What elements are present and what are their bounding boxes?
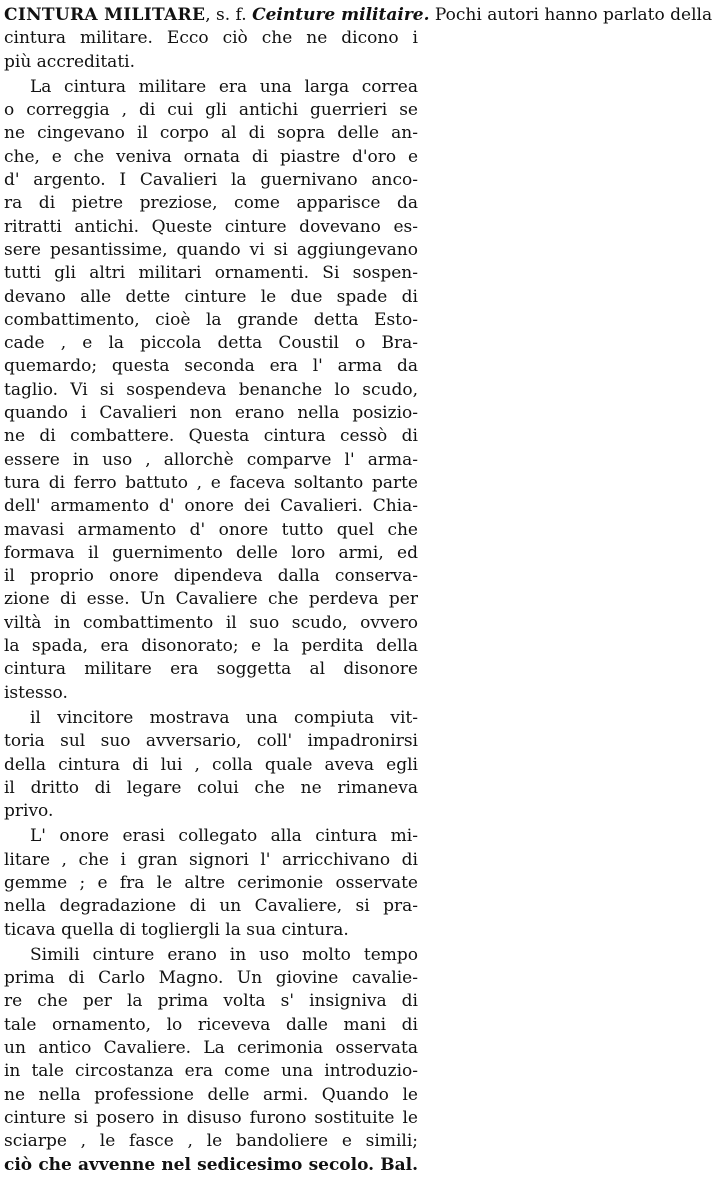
text-line: ciò che avvenne nel sedicesimo secolo. Bal. [4,1154,418,1175]
text-line: toria sul suo avversario, coll' impadronirsi [4,731,418,752]
text-line: ra di pietre preziose, come apparisce da [4,193,418,214]
text-line: re che per la prima volta s' insigniva di [4,991,418,1012]
text-line: mavasi armamento d' onore tutto quel che [4,519,418,540]
text-line: ticava quella di togliergli la sua cintura. [4,919,349,940]
text-line: L' onore erasi collegato alla cintura mi- [30,826,418,847]
text-line: della cintura di lui , colla quale aveva egli [4,754,418,775]
text-line: cintura militare. Ecco ciò che ne dicono i [4,28,418,49]
text-line: cintura militare era soggetta al disonore [4,659,418,680]
text-line: tura di ferro battuto , e faceva soltanto parte [4,472,418,493]
text-line: tale ornamento, lo riceveva dalle mani di [4,1014,418,1035]
text-line: privo. [4,801,54,822]
text-line: essere in uso , allorchè comparve l' arma- [4,449,418,470]
text-line: sciarpe , le fasce , le bandoliere e simili; [4,1131,418,1152]
text-line: combattimento, cioè la grande detta Esto- [4,309,418,330]
text-line: d' argento. I Cavalieri la guernivano anco- [4,170,418,191]
text-line: ne di combattere. Questa cintura cessò di [4,426,418,447]
entry-grammar: , s. f. [205,5,247,25]
text-line: prima di Carlo Magno. Un giovine cavalie- [4,968,418,989]
text-line: formava il guernimento delle loro armi, ed [4,542,418,563]
text-line: viltà in combattimento il suo scudo, ovvero [4,612,418,633]
text-line: un antico Cavaliere. La cerimonia osservata [4,1038,418,1059]
text-line: più accreditati. [4,51,135,72]
text-line: la spada, era disonorato; e la perdita della [4,636,418,657]
text-line: il proprio onore dipendeva dalla conserva- [4,566,418,587]
text-line: zione di esse. Un Cavaliere che perdeva per [4,589,418,610]
paragraph-honor [4,825,418,941]
text-line: quando i Cavalieri non erano nella posizio- [4,403,418,424]
text-line: istesso. [4,682,68,703]
entry-intro-paragraph [4,4,712,74]
entry-headword: CINTURA MILITARE [4,5,206,25]
text-line: sere pesantissime, quando vi si aggiungevano [4,239,418,260]
text-line: gemme ; e fra le altre cerimonie osservate [4,872,418,893]
entry-french-term: Ceinture militaire. [252,5,430,25]
text-line: il dritto di legare colui che ne rimaneva [4,777,418,798]
text-line: La cintura militare era una larga correa [30,76,418,97]
entry-heading-line [4,4,712,27]
text-line: o correggia , di cui gli antichi guerrieri se [4,100,418,121]
text-line: Simili cinture erano in uso molto tempo [30,944,418,965]
text-line: cade , e la piccola detta Coustil o Bra- [4,333,418,354]
paragraph-victor [4,707,418,823]
text-line: tutti gli altri militari ornamenti. Si sospen- [4,263,418,284]
text-line: nella degradazione di un Cavaliere, si pra- [4,896,418,917]
text-line: che, e che veniva ornata di piastre d'oro e [4,146,418,167]
text-line: devano alle dette cinture le due spade di [4,286,418,307]
text-line: il vincitore mostrava una compiuta vit- [30,707,418,728]
text-line: ritratti antichi. Queste cinture dovevano es- [4,216,418,237]
text-line: dell' armamento d' onore dei Cavalieri. Chia- [4,496,418,517]
text-line: taglio. Vi si sospendeva benanche lo scudo, [4,379,418,400]
document-page [4,4,712,1179]
text-line: ne nella professione delle armi. Quando le [4,1084,418,1105]
text-line: litare , che i gran signori l' arricchivano di [4,849,418,870]
text-line: Pochi autori hanno parlato della [434,5,712,25]
text-line: in tale circostanza era come una introduzio- [4,1061,418,1082]
text-line: ne cingevano il corpo al di sopra delle an- [4,123,418,144]
text-line: quemardo; questa seconda era l' arma da [4,356,418,377]
paragraph-history [4,944,418,1177]
text-line: cinture si posero in disuso furono sostituite le [4,1107,418,1128]
paragraph-description [4,76,418,705]
